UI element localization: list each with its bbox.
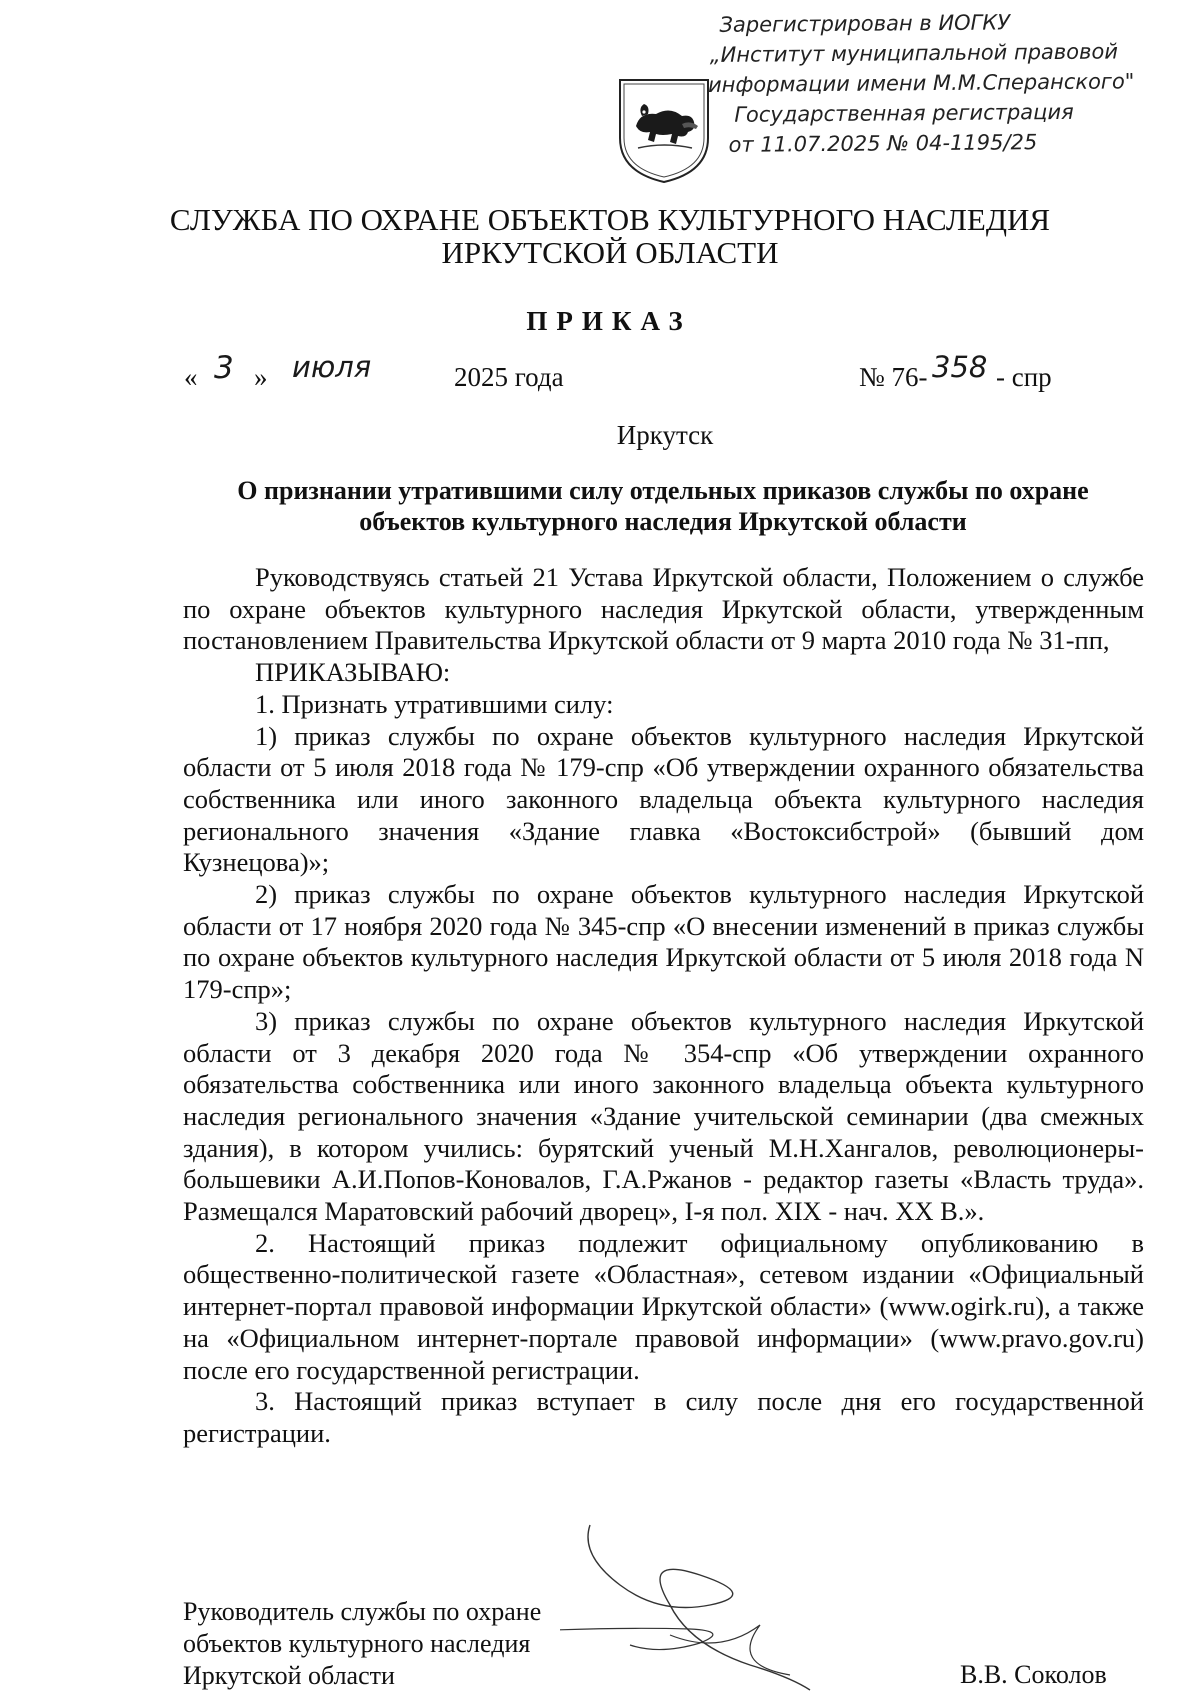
date-close-quote: » <box>254 362 268 392</box>
agency-name-line1: СЛУЖБА ПО ОХРАНЕ ОБЪЕКТОВ КУЛЬТУРНОГО НАСЛЕДИЯ <box>169 202 1051 237</box>
order-number-prefix: № 76- <box>859 362 928 392</box>
registration-note-line: информации имени М.М.Сперанского" <box>707 69 1135 98</box>
date-open-quote: « <box>184 362 198 392</box>
item-2: 2. Настоящий приказ подлежит официальному опубликованию в общественно-политической газете «Областная», сетевом издании «Официальный интернет-портал правовой информации Иркутской области» (www.ogirk.ru), а также на «Официальном интернет-портале правовой информации» (www.pravo.gov.ru) после его государственной регистрации. <box>183 1227 1144 1385</box>
signer-line2: объектов культурного наследия <box>183 1629 531 1658</box>
signer-name: В.В. Соколов <box>960 1660 1107 1689</box>
registration-note-line: Государственная регистрация <box>734 99 1074 127</box>
date-number-row <box>184 350 1144 400</box>
document-type: ПРИКАЗ <box>526 306 692 336</box>
preamble-paragraph: Руководствуясь статьей 21 Устава Иркутской области, Положением о службе по охране объектов культурного наследия Иркутской области, утвержденным постановлением Правительства Иркутской области от 9 марта 2010 года № 31-пп, <box>183 562 1144 656</box>
item-1: 1. Признать утратившими силу: <box>255 688 614 719</box>
date-month-handwritten: июля <box>292 350 372 384</box>
handwritten-signature-icon <box>560 1515 860 1695</box>
item-1-3: 3) приказ службы по охране объектов культурного наследия Иркутской области от 3 декабря 2020 года № 354-спр «Об утверждении охранного обязательства собственника или иного законного владельца объекта культурного наследия регионального значения «Здание учительской семинарии (два смежных здания), в котором учились: бурятский ученый М.Н.Хангалов, революционеры-большевики А.И.Попов-Коновалов, Г.А.Ржанов - редактор газеты «Власть труда». Размещался Маратовский рабочий дворец», I-я пол. XIX - нач. XX В.». <box>183 1005 1144 1227</box>
coat-of-arms-icon <box>616 76 712 184</box>
order-number-handwritten: 358 <box>932 350 988 384</box>
signer-line1: Руководитель службы по охране <box>183 1597 542 1626</box>
item-1-1: 1) приказ службы по охране объектов культурного наследия Иркутской области от 5 июля 2018 года № 179-спр «Об утверждении охранного обязательства собственника или иного законного владельца объекта культурного наследия регионального значения «Здание главка «Востоксибстрой» (бывший дом Кузнецова)»; <box>183 720 1144 878</box>
order-word: ПРИКАЗЫВАЮ: <box>255 657 451 688</box>
agency-name <box>120 203 1200 269</box>
agency-name-line2: ИРКУТСКОЙ ОБЛАСТИ <box>441 235 779 270</box>
item-1-2: 2) приказ службы по охране объектов культурного наследия Иркутской области от 17 ноября 2020 года № 345-спр «О внесении изменений в приказ службы по охране объектов культурного наследия Иркутской области от 5 июля 2018 года N 179-спр»; <box>183 879 1144 1005</box>
registration-note-line: „Институт муниципальной правовой <box>709 39 1119 68</box>
item-3: 3. Настоящий приказ вступает в силу после дня его государственной регистрации. <box>183 1386 1144 1448</box>
document-title: О признании утратившими силу отдельных приказов службы по охране объектов культурного наследия Иркутской области <box>237 476 1089 536</box>
registration-note-line: от 11.07.2025 № 04-1195/25 <box>728 130 1038 157</box>
registration-note-line: Зарегистрирован в ИОГКУ <box>719 10 1011 37</box>
document-body <box>183 562 1144 1450</box>
order-number-suffix: - спр <box>996 362 1052 392</box>
registration-note <box>707 6 1160 160</box>
city: Иркутск <box>616 420 714 450</box>
date-day-handwritten: 3 <box>214 350 234 386</box>
date-year: 2025 года <box>454 362 564 392</box>
signer-line3: Иркутской области <box>183 1661 395 1690</box>
